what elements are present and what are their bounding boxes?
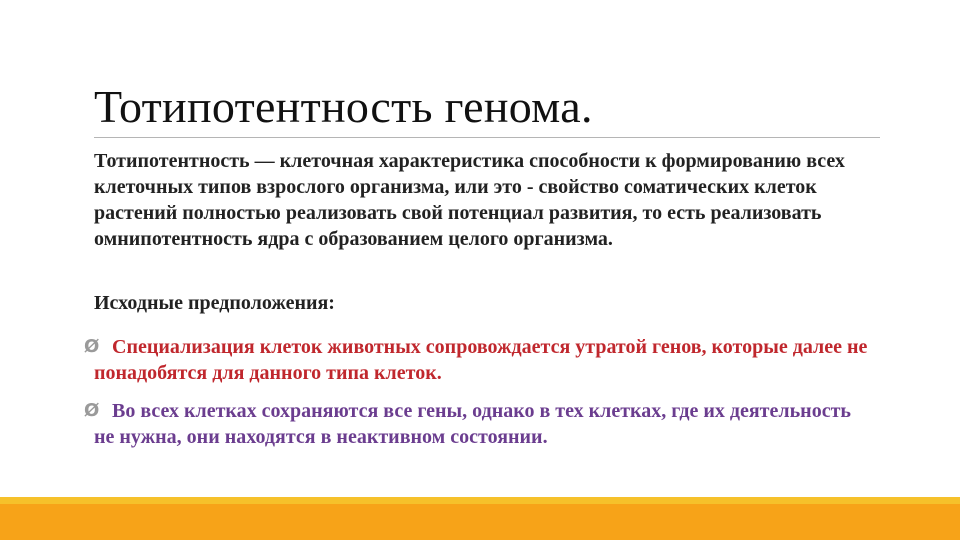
assumptions-heading: Исходные предположения:: [94, 292, 335, 314]
bullet-text: Во всех клетках сохраняются все гены, однако в тех клетках, где их деятельность не нужна, они находятся в неактивном состоянии.: [94, 400, 851, 448]
bullet-text: Специализация клеток животных сопровождается утратой генов, которые далее не понадобятся для данного типа клеток.: [94, 336, 868, 384]
footer-bar: [0, 497, 960, 540]
arrow-bullet-icon: Ø: [84, 336, 100, 357]
footer-highlight: [0, 497, 960, 504]
slide-title: Тотипотентность генома.: [94, 81, 593, 132]
definition-text: Тотипотентность — клеточная характеристика способности к формированию всех клеточных типов взрослого организма, или это - свойство соматических клеток растений полностью реализовать свой потенциал развития, то есть реализовать омнипотентность ядра с образованием целого организма.: [94, 150, 845, 250]
bullet-item-genes-retained: [84, 398, 874, 450]
bullet-item-specialization: [84, 334, 874, 386]
title-divider: [94, 137, 880, 138]
arrow-bullet-icon: Ø: [84, 400, 100, 421]
